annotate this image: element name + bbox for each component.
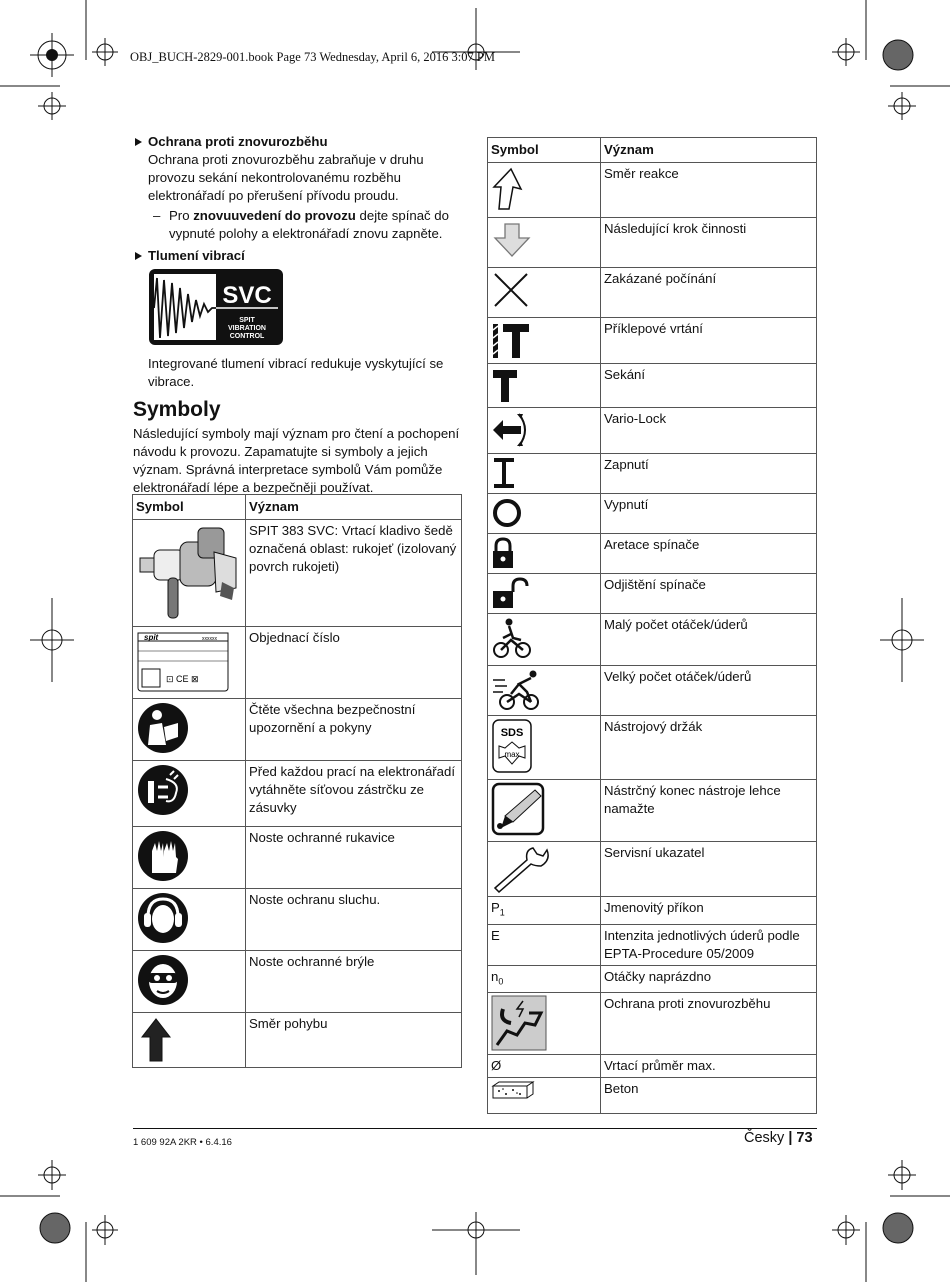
col-symbol: Symbol xyxy=(488,138,601,163)
bullet-vibration xyxy=(133,247,463,265)
row-text: Směr pohybu xyxy=(246,1013,462,1068)
table-row xyxy=(133,1013,462,1068)
symbols-table-right xyxy=(487,137,817,1114)
table-row xyxy=(133,827,462,889)
table-row xyxy=(133,520,462,627)
row-text: Intenzita jednotlivých úderů podle EPTA-Procedure 05/2009 xyxy=(601,924,817,965)
grease-icon xyxy=(488,780,601,842)
row-text: Velký počet otáček/úderů xyxy=(601,666,817,716)
left-column xyxy=(133,133,463,497)
slow-bike-icon xyxy=(488,614,601,666)
col-symbol: Symbol xyxy=(133,495,246,520)
svg-text:max: max xyxy=(504,750,520,759)
table-row xyxy=(488,364,817,408)
row-text: SPIT 383 SVC: Vrtací kladivo šedě označená oblast: rukojeť (izolovaný povrch rukojeti) xyxy=(246,520,462,627)
symbol-text: $P_1$ xyxy=(488,897,601,925)
table-row xyxy=(488,574,817,614)
col-meaning: Význam xyxy=(601,138,817,163)
gloves-icon xyxy=(133,827,246,889)
fast-bike-icon xyxy=(488,666,601,716)
drill-icon xyxy=(133,520,246,627)
symbol-text: $n_0$ xyxy=(488,965,601,993)
dash-mark: – xyxy=(153,208,161,223)
symbol-text: Ø xyxy=(488,1055,601,1078)
row-text: Následující krok činnosti xyxy=(601,218,817,268)
svg-text:CONTROL: CONTROL xyxy=(229,333,265,340)
table-row xyxy=(488,408,817,454)
power-off-icon xyxy=(488,494,601,534)
col-meaning: Význam xyxy=(246,495,462,520)
row-text: Ochrana proti znovurozběhu xyxy=(601,993,817,1055)
lock-closed-icon xyxy=(488,534,601,574)
dash-pre: Pro xyxy=(169,208,190,223)
table-row xyxy=(488,494,817,534)
table-row xyxy=(488,666,817,716)
row-text: Noste ochranu sluchu. xyxy=(246,889,462,951)
reaction-arrow-icon xyxy=(488,163,601,218)
footer-separator: | xyxy=(788,1130,793,1146)
row-text: Zakázané počínání xyxy=(601,268,817,318)
ear-protection-icon xyxy=(133,889,246,951)
bullet-text: Ochrana proti znovurozběhu zabraňuje v druhu provozu sekání nekontrolovanému rozběhu elektronářadí po přerušení přívodu proudu. xyxy=(148,152,424,203)
goggles-icon xyxy=(133,951,246,1013)
vario-lock-icon xyxy=(488,408,601,454)
row-text: Zapnutí xyxy=(601,454,817,494)
table-row xyxy=(488,842,817,897)
table-row xyxy=(488,534,817,574)
read-manual-icon xyxy=(133,699,246,761)
table-header-row xyxy=(488,138,817,163)
row-text: Noste ochranné brýle xyxy=(246,951,462,1013)
table-row xyxy=(488,163,817,218)
section-heading-symbols: Symboly xyxy=(133,398,221,421)
dash-item xyxy=(133,207,463,243)
row-text: Otáčky naprázdno xyxy=(601,965,817,993)
row-text: Beton xyxy=(601,1078,817,1114)
restart-protection-icon xyxy=(488,993,601,1055)
table-row xyxy=(488,218,817,268)
dash-post: dejte spínač do vypnuté polohy a elektronářadí znovu zapněte. xyxy=(169,208,449,241)
row-text: Vypnutí xyxy=(601,494,817,534)
row-text: Jmenovitý příkon xyxy=(601,897,817,925)
chisel-icon xyxy=(488,364,601,408)
table-row xyxy=(488,780,817,842)
bullet-title: Ochrana proti znovurozběhu xyxy=(148,134,328,149)
footer-code: 1 609 92A 2KR • 6.4.16 xyxy=(133,1137,232,1148)
table-row xyxy=(133,761,462,827)
table-row xyxy=(488,614,817,666)
svg-text:xxxxxx: xxxxxx xyxy=(202,636,217,642)
svg-text:SDS: SDS xyxy=(500,727,524,739)
table-row xyxy=(488,268,817,318)
book-header: OBJ_BUCH-2829-001.book Page 73 Wednesday, April 6, 2016 3:07 PM xyxy=(130,50,495,64)
bullet-title: Tlumení vibrací xyxy=(148,248,245,263)
row-text: Vario-Lock xyxy=(601,408,817,454)
svg-text:SVC: SVC xyxy=(222,282,272,309)
footer-language: Česky xyxy=(744,1130,785,1146)
bullet-restart-protection xyxy=(133,133,463,205)
svg-text:VIBRATION: VIBRATION xyxy=(228,325,266,332)
hammer-drill-icon xyxy=(488,318,601,364)
row-text: Objednací číslo xyxy=(246,627,462,699)
lock-open-icon xyxy=(488,574,601,614)
dash-bold: znovuuvedení do provozu xyxy=(193,208,356,223)
row-text: Noste ochranné rukavice xyxy=(246,827,462,889)
row-text: Směr reakce xyxy=(601,163,817,218)
table-row xyxy=(488,318,817,364)
table-row xyxy=(133,699,462,761)
table-row xyxy=(488,897,817,925)
symbols-intro: Následující symboly mají význam pro čtení a pochopení návodu k provozu. Zapamatujte si symboly a jejich význam. Správná interpretace symbolů Vám pomůže elektronářadí lépe a bezpečněji používat. xyxy=(133,426,460,495)
forbidden-cross-icon xyxy=(488,268,601,318)
svg-text:spit: spit xyxy=(144,633,159,642)
row-text: Aretace spínače xyxy=(601,534,817,574)
row-text: Nástrojový držák xyxy=(601,716,817,780)
sds-max-icon xyxy=(488,716,601,780)
svg-text:⊡ CE ⊠: ⊡ CE ⊠ xyxy=(166,674,199,684)
table-row xyxy=(488,965,817,993)
bullet-triangle-icon xyxy=(135,138,142,146)
table-row xyxy=(133,951,462,1013)
svc-logo-icon xyxy=(148,268,463,351)
row-text: Vrtací průměr max. xyxy=(601,1055,817,1078)
table-row xyxy=(133,627,462,699)
row-text: Servisní ukazatel xyxy=(601,842,817,897)
symbols-table-left xyxy=(132,494,462,1068)
table-row xyxy=(488,1055,817,1078)
unplug-icon xyxy=(133,761,246,827)
table-row xyxy=(488,716,817,780)
svg-text:SPIT: SPIT xyxy=(239,317,255,324)
page-number: 73 xyxy=(796,1130,813,1146)
row-text: Odjištění spínače xyxy=(601,574,817,614)
table-row xyxy=(488,1078,817,1114)
arrow-up-icon xyxy=(133,1013,246,1068)
table-row xyxy=(488,454,817,494)
symbol-text: E xyxy=(488,924,601,965)
table-row xyxy=(133,889,462,951)
row-text: Sekání xyxy=(601,364,817,408)
row-text: Nástrčný konec nástroje lehce namažte xyxy=(601,780,817,842)
row-text: Čtěte všechna bezpečnostní upozornění a pokyny xyxy=(246,699,462,761)
concrete-icon xyxy=(488,1078,601,1114)
footer-rule xyxy=(133,1128,817,1129)
table-header-row xyxy=(133,495,462,520)
table-row xyxy=(488,924,817,965)
bullet-triangle-icon xyxy=(135,252,142,260)
vibration-text: Integrované tlumení vibrací redukuje vyskytující se vibrace. xyxy=(148,356,444,389)
row-text: Před každou prací na elektronářadí vytáhněte síťovou zástrčku ze zásuvky xyxy=(246,761,462,827)
wrench-icon xyxy=(488,842,601,897)
row-text: Příklepové vrtání xyxy=(601,318,817,364)
nameplate-icon xyxy=(133,627,246,699)
power-on-icon xyxy=(488,454,601,494)
table-row xyxy=(488,993,817,1055)
footer-page xyxy=(744,1130,813,1146)
next-step-arrow-icon xyxy=(488,218,601,268)
row-text: Malý počet otáček/úderů xyxy=(601,614,817,666)
